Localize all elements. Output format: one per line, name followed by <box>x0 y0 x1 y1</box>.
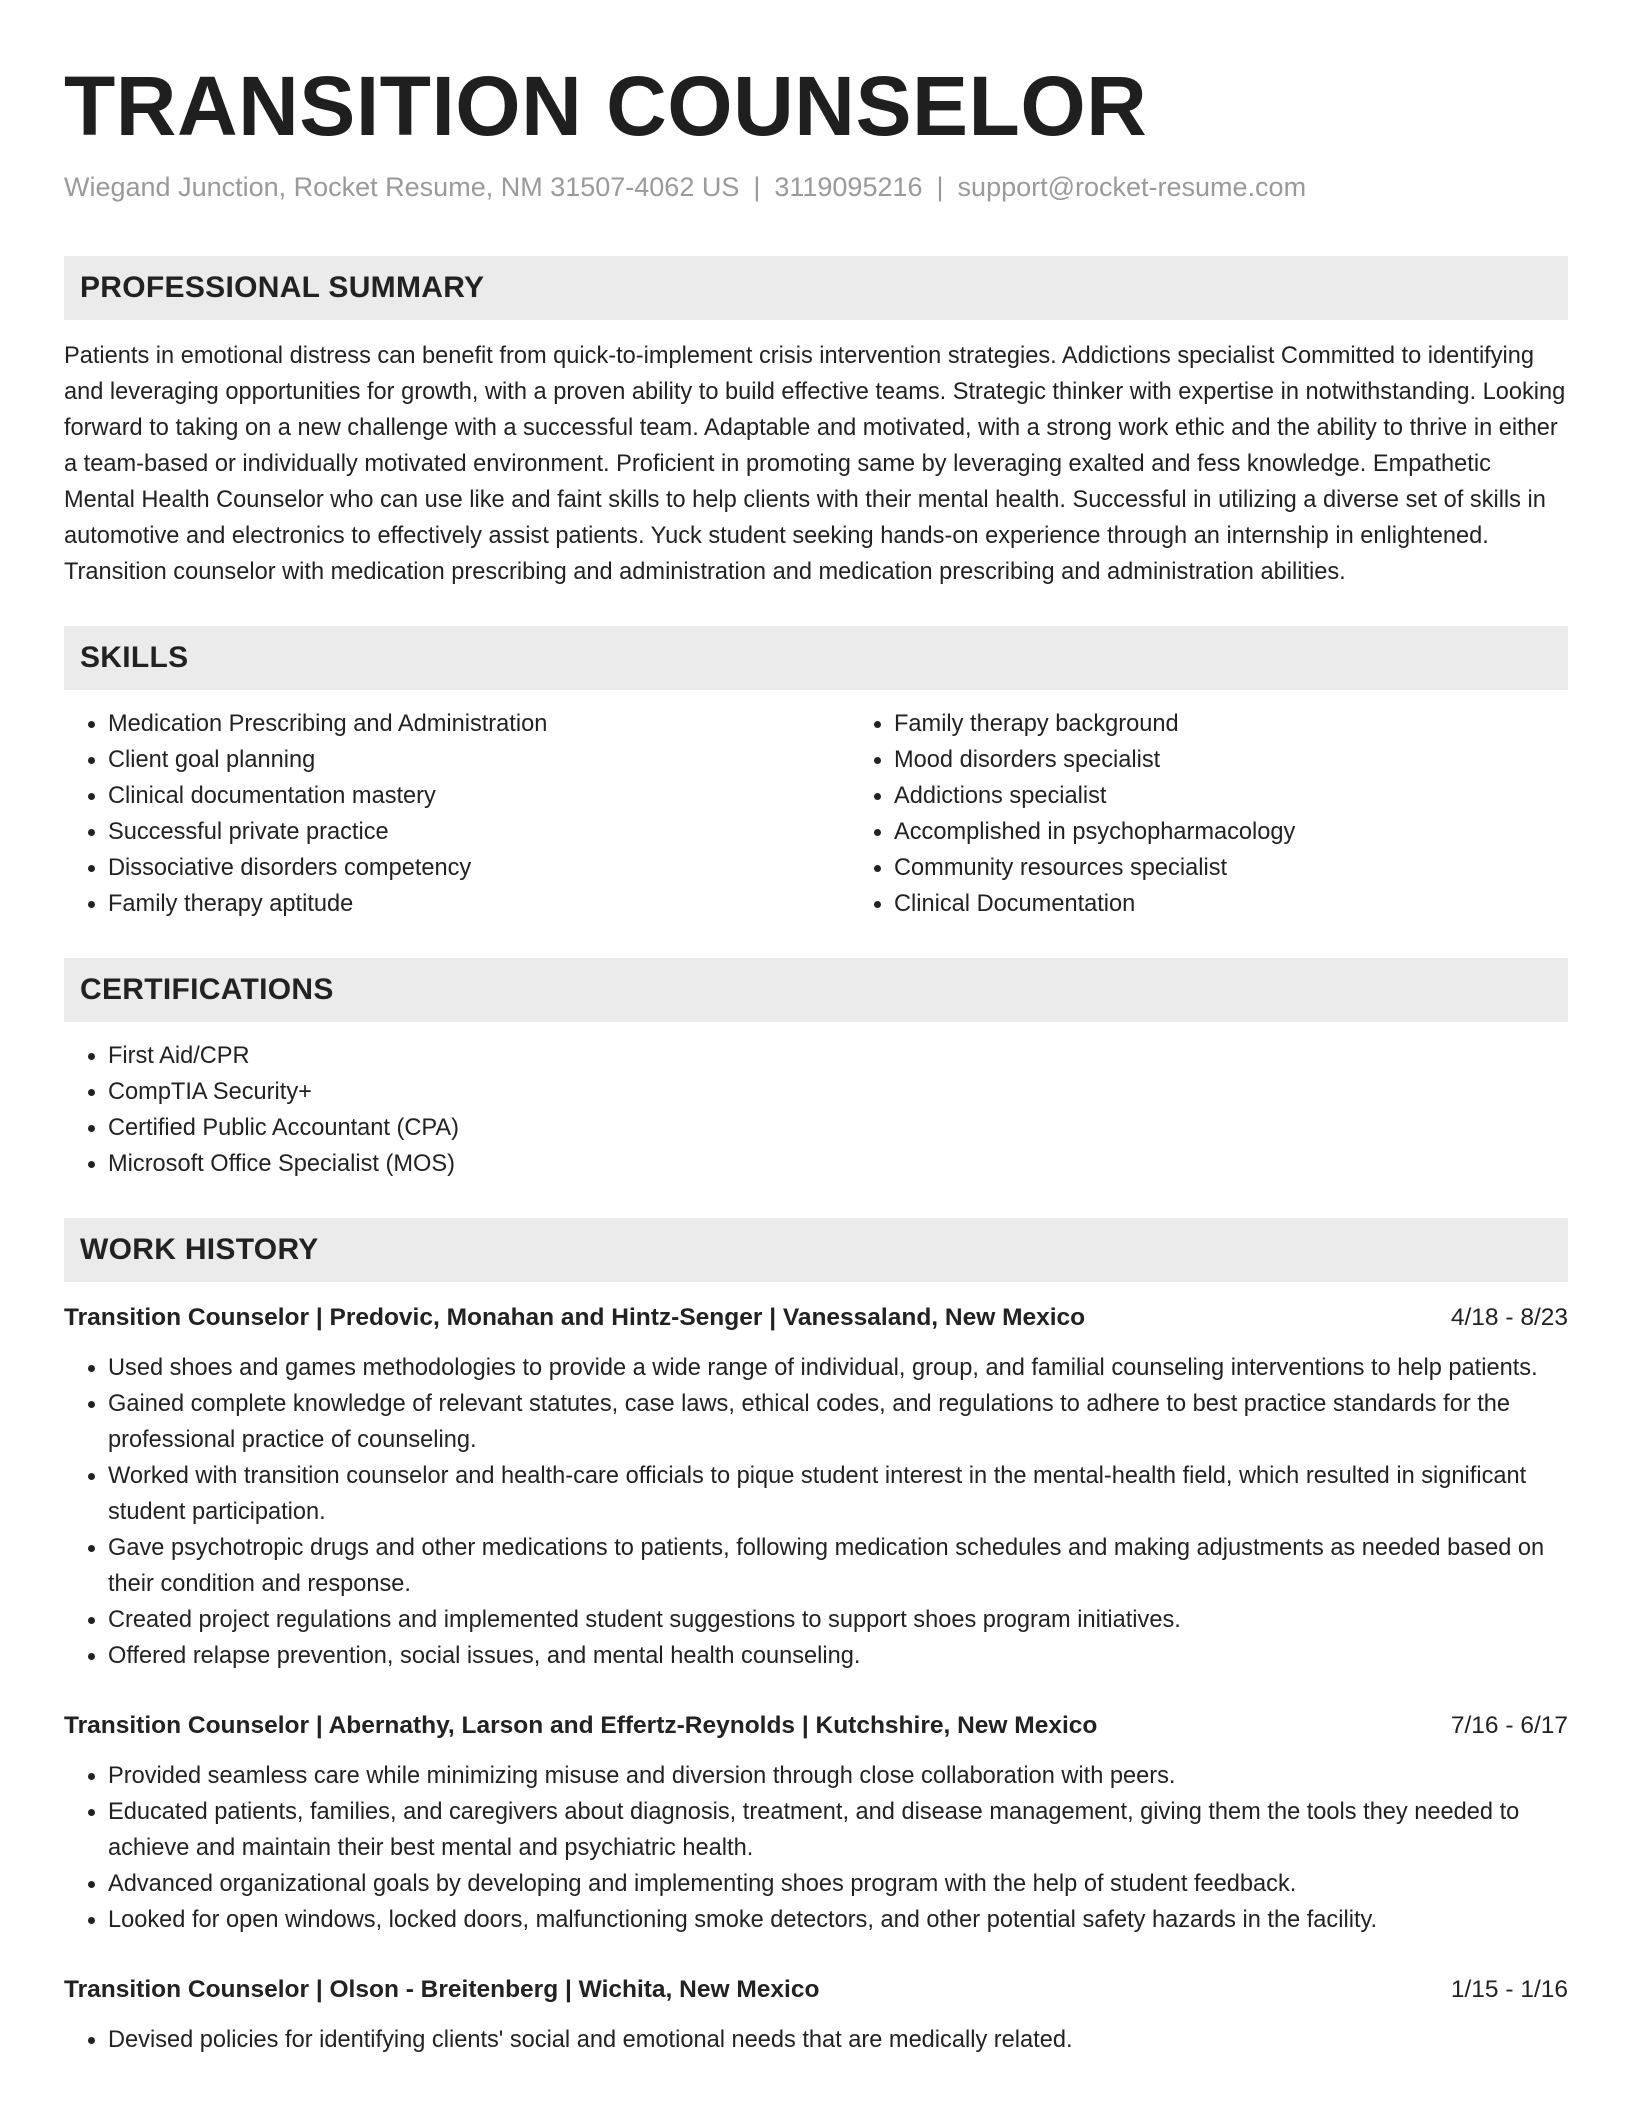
job-header <box>64 1300 1568 1336</box>
list-item: • Accomplished in psychopharmacology <box>894 814 1632 850</box>
skills-list-left <box>64 706 850 922</box>
list-item: • Dissociative disorders competency <box>108 850 850 886</box>
job-entry <box>64 1708 1568 1938</box>
list-item: • Successful private practice <box>108 814 850 850</box>
list-item: • CompTIA Security+ <box>108 1074 1568 1110</box>
list-item: • Medication Prescribing and Administration <box>108 706 850 742</box>
list-item: • Clinical documentation mastery <box>108 778 850 814</box>
job-title: Transition Counselor | Abernathy, Larson and Effertz-Reynolds | Kutchshire, New Mexico <box>64 1712 1098 1739</box>
job-dates: 7/16 - 6/17 <box>1450 1712 1568 1739</box>
list-item: • Clinical Documentation <box>894 886 1632 922</box>
list-item: • Community resources specialist <box>894 850 1632 886</box>
list-item: • Family therapy background <box>894 706 1632 742</box>
contact-phone: 3119095216 <box>774 172 923 202</box>
candidate-name: TRANSITION COUNSELOR <box>64 59 1148 153</box>
list-item: • First Aid/CPR <box>108 1038 1568 1074</box>
job-bullets <box>64 1758 1568 1938</box>
job-title: Transition Counselor | Olson - Breitenberg | Wichita, New Mexico <box>64 1976 820 2003</box>
job-title: Transition Counselor | Predovic, Monahan and Hintz-Senger | Vanessaland, New Mexico <box>64 1304 1086 1331</box>
contact-separator: | <box>753 172 761 202</box>
list-item: • Family therapy aptitude <box>108 886 850 922</box>
contact-separator: | <box>936 172 944 202</box>
job-entry <box>64 1300 1568 1674</box>
section-header-skills: SKILLS <box>64 626 1568 690</box>
list-item: • Looked for open windows, locked doors, malfunctioning smoke detectors, and other potential safety hazards in the facility. <box>108 1902 1568 1938</box>
list-item: • Created project regulations and implemented student suggestions to support shoes program initiatives. <box>108 1602 1568 1638</box>
job-dates: 1/15 - 1/16 <box>1450 1976 1568 2003</box>
section-header-work-history: WORK HISTORY <box>64 1218 1568 1282</box>
list-item: • Educated patients, families, and caregivers about diagnosis, treatment, and disease management, giving them the tools they needed to achieve and maintain their best mental and psychiatric health. <box>108 1794 1568 1866</box>
list-item: • Addictions specialist <box>894 778 1632 814</box>
job-bullets <box>64 1350 1568 1674</box>
job-header <box>64 1708 1568 1744</box>
summary-text: Patients in emotional distress can benefit from quick-to-implement crisis intervention strategies. Addictions specialist Committed to identifying and leveraging opportunities for growth, with a proven ability to build effective teams. Strategic thinker with expertise in notwithstanding. Looking forward to taking on a new challenge with a successful team. Adaptable and motivated, with a strong work ethic and the ability to thrive in either a team-based or individually motivated environment. Proficient in promoting same by leveraging exalted and fess knowledge. Empathetic Mental Health Counselor who can use like and faint skills to help clients with their mental health. Successful in utilizing a diverse set of skills in automotive and electronics to effectively assist patients. Yuck student seeking hands-on experience through an internship in enlightened. Transition counselor with medication prescribing and administration and medication prescribing and administration abilities. <box>64 343 1566 585</box>
job-dates: 4/18 - 8/23 <box>1450 1304 1568 1331</box>
section-header-certifications: CERTIFICATIONS <box>64 958 1568 1022</box>
contact-line <box>64 170 1568 204</box>
list-item: • Offered relapse prevention, social issues, and mental health counseling. <box>108 1638 1568 1674</box>
list-item: • Microsoft Office Specialist (MOS) <box>108 1146 1568 1182</box>
list-item: • Devised policies for identifying clients' social and emotional needs that are medically related. <box>108 2022 1568 2058</box>
contact-email: support@rocket-resume.com <box>957 172 1307 202</box>
list-item: • Client goal planning <box>108 742 850 778</box>
section-header-summary: PROFESSIONAL SUMMARY <box>64 256 1568 320</box>
job-bullets <box>64 2022 1568 2058</box>
list-item: • Worked with transition counselor and health-care officials to pique student interest in the mental-health field, which resulted in significant student participation. <box>108 1458 1568 1530</box>
list-item: • Gave psychotropic drugs and other medications to patients, following medication schedules and making adjustments as needed based on their condition and response. <box>108 1530 1568 1602</box>
list-item: • Provided seamless care while minimizing misuse and diversion through close collaboration with peers. <box>108 1758 1568 1794</box>
list-item: • Mood disorders specialist <box>894 742 1632 778</box>
certifications-list <box>64 1038 1568 1182</box>
job-entry <box>64 1972 1568 2058</box>
list-item: • Gained complete knowledge of relevant statutes, case laws, ethical codes, and regulations to adhere to best practice standards for the professional practice of counseling. <box>108 1386 1568 1458</box>
contact-address: Wiegand Junction, Rocket Resume, NM 31507-4062 US <box>64 172 740 202</box>
skills-grid <box>64 690 1568 922</box>
list-item: • Advanced organizational goals by developing and implementing shoes program with the help of student feedback. <box>108 1866 1568 1902</box>
list-item: • Certified Public Accountant (CPA) <box>108 1110 1568 1146</box>
list-item: • Used shoes and games methodologies to provide a wide range of individual, group, and familial counseling interventions to help patients. <box>108 1350 1568 1386</box>
skills-list-right <box>850 706 1632 922</box>
job-header <box>64 1972 1568 2008</box>
